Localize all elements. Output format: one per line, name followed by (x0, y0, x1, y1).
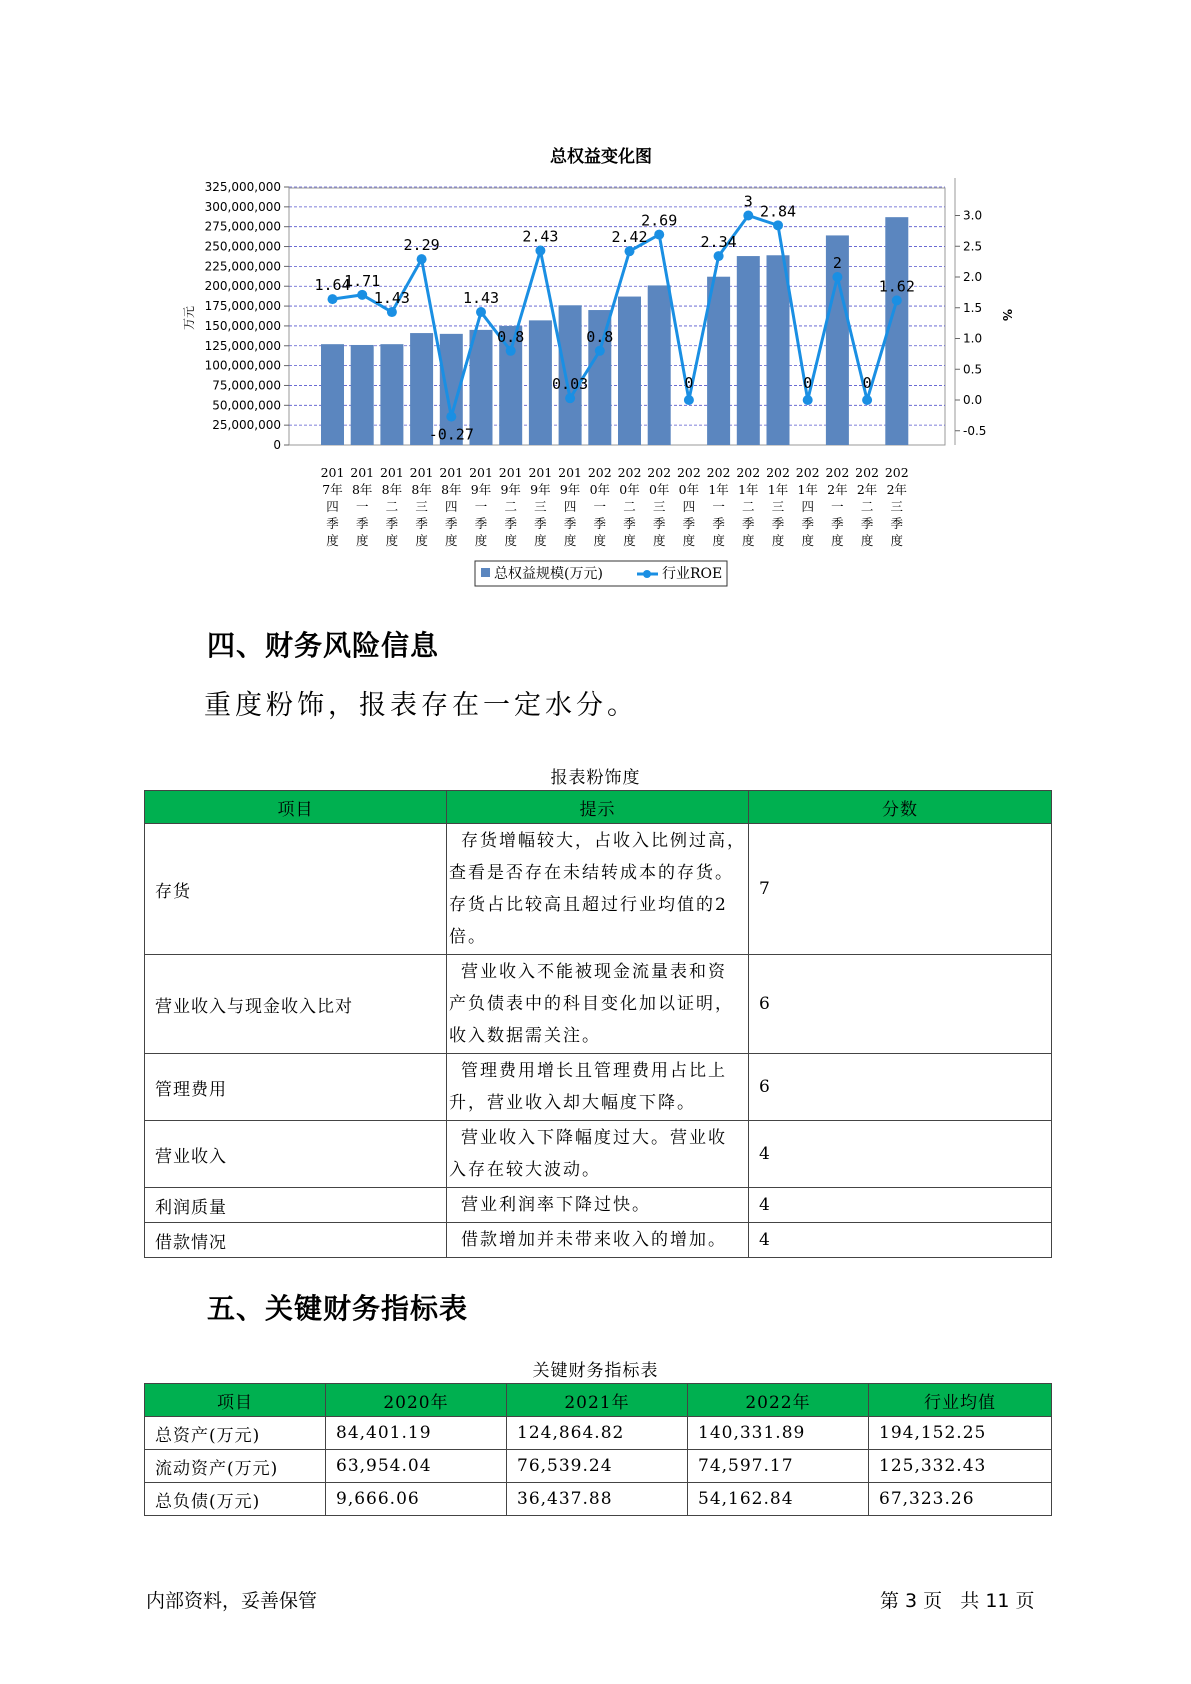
risk-hint-line: 存货增幅较大，占收入比例过高， (461, 831, 746, 851)
bar (351, 345, 374, 445)
x-tick-label: 2年 (856, 482, 878, 497)
x-tick-label: 季 (890, 516, 904, 531)
y2-tick-label: 1.0 (963, 331, 983, 346)
x-tick-label: 季 (652, 516, 666, 531)
x-tick-label: 度 (355, 533, 369, 548)
risk-item-cell: 利润质量 (145, 1188, 447, 1223)
roe-point (714, 251, 724, 261)
x-tick-label: 8年 (411, 482, 432, 497)
x-tick-label: 三 (415, 499, 428, 514)
x-tick-label: 季 (355, 516, 369, 531)
roe-data-label: 2.29 (403, 236, 440, 255)
x-tick-label: 二 (623, 499, 636, 514)
x-tick-label: 四 (801, 499, 814, 514)
y-tick-label: 75,000,000 (212, 378, 281, 393)
indicator-value-cell: 54,162.84 (688, 1483, 869, 1516)
y-tick-label: 125,000,000 (204, 338, 281, 353)
y-tick-label: 225,000,000 (204, 259, 281, 274)
y-tick-label: 175,000,000 (204, 299, 281, 314)
x-tick-label: 季 (563, 516, 577, 531)
indicator-value-cell: 124,864.82 (507, 1417, 688, 1450)
x-tick-label: 季 (326, 516, 339, 531)
x-tick-label: 1年 (797, 482, 818, 497)
roe-point (565, 393, 575, 403)
bar (737, 256, 760, 445)
indicator-value-cell: 76,539.24 (507, 1450, 688, 1483)
roe-data-label: 1.64 (314, 276, 351, 295)
x-tick-label: 9年 (559, 482, 581, 497)
x-tick-label: 三 (890, 499, 904, 514)
x-tick-label: 1年 (708, 482, 729, 497)
risk-table-caption: 报表粉饰度 (550, 768, 641, 788)
header-2020: 2020年 (326, 1384, 507, 1417)
roe-point (832, 272, 842, 282)
indicator-name-cell: 总负债(万元) (145, 1483, 326, 1516)
indicator-value-cell: 125,332.43 (869, 1450, 1052, 1483)
table-row (145, 1054, 1052, 1121)
x-tick-label: 季 (504, 516, 517, 531)
x-tick-label: 202 (884, 465, 909, 480)
x-tick-label: 202 (706, 465, 731, 480)
risk-summary-paragraph: 重度粉饰，报表存在一定水分。 (204, 690, 638, 721)
y-tick-label: 50,000,000 (212, 398, 281, 413)
table-row (145, 824, 1052, 955)
x-tick-label: 201 (498, 465, 523, 480)
x-tick-label: 201 (439, 465, 464, 480)
key-financial-table (144, 1383, 1052, 1516)
roe-data-label: 0 (684, 374, 694, 392)
header-item: 项目 (145, 791, 447, 824)
table-row (145, 1450, 1052, 1483)
x-tick-label: 7年 (322, 482, 343, 497)
x-tick-label: 度 (445, 533, 458, 548)
roe-data-label: 1.62 (878, 277, 915, 296)
header-industry-avg: 行业均值 (869, 1384, 1052, 1417)
bar (618, 297, 641, 445)
risk-item-cell: 营业收入 (145, 1121, 447, 1188)
x-tick-label: 二 (742, 499, 755, 514)
roe-data-label: 2.42 (611, 228, 648, 247)
x-tick-label: 度 (623, 533, 636, 548)
x-tick-label: 201 (558, 465, 583, 480)
x-tick-label: 二 (385, 499, 399, 514)
x-tick-label: 201 (350, 465, 375, 480)
x-tick-label: 201 (528, 465, 553, 480)
risk-hint-line: 营业收入不能被现金流量表和资 (461, 962, 727, 982)
indicator-value-cell: 36,437.88 (507, 1483, 688, 1516)
x-tick-label: 8年 (351, 482, 373, 497)
x-tick-label: 202 (766, 465, 790, 480)
risk-hint-cell (447, 824, 749, 955)
header-score: 分数 (749, 791, 1052, 824)
risk-hint-cell (447, 955, 749, 1054)
header-hint: 提示 (447, 791, 749, 824)
roe-data-label: 2.43 (522, 227, 559, 246)
x-tick-label: 201 (320, 465, 345, 480)
roe-data-label: 0.8 (497, 327, 525, 346)
x-tick-label: 季 (801, 516, 814, 531)
x-tick-label: 季 (771, 516, 785, 531)
y-tick-label: 325,000,000 (204, 180, 281, 194)
x-tick-label: 一 (474, 499, 488, 514)
section-heading-key-indicators: 五、关键财务指标表 (207, 1292, 469, 1325)
x-tick-label: 季 (593, 516, 607, 531)
roe-point (506, 346, 516, 356)
x-tick-label: 季 (385, 516, 399, 531)
y2-tick-label: 2.0 (963, 270, 983, 284)
risk-hint-line: 营业收入下降幅度过大。营业收 (461, 1128, 727, 1148)
x-tick-label: 度 (415, 533, 428, 548)
roe-data-label: 2.69 (641, 211, 678, 230)
x-tick-label: 四 (682, 499, 696, 514)
x-tick-label: 季 (415, 516, 428, 531)
table-row (145, 1417, 1052, 1450)
table-row (145, 1188, 1052, 1223)
report-embellishment-table (144, 790, 1052, 1258)
table-row (145, 1483, 1052, 1516)
chart-title: 总权益变化图 (550, 147, 652, 167)
risk-hint-line: 产负债表中的科目变化加以证明， (449, 994, 734, 1014)
y2-axis-label: % (1000, 308, 1014, 322)
roe-data-label: 0 (862, 374, 872, 392)
x-tick-label: 季 (860, 516, 874, 531)
x-tick-label: 季 (831, 516, 844, 531)
bar (321, 344, 344, 445)
roe-point (743, 211, 753, 221)
x-tick-label: 0年 (589, 482, 611, 497)
risk-score-cell: 6 (749, 1054, 1052, 1121)
table-header-row (145, 1384, 1052, 1417)
roe-point (387, 307, 397, 317)
roe-point (595, 346, 605, 356)
risk-hint-cell (447, 1188, 749, 1223)
roe-data-label: 1.43 (373, 289, 410, 308)
x-tick-label: 季 (712, 516, 725, 531)
x-tick-label: 201 (409, 465, 434, 480)
risk-hint-cell (447, 1054, 749, 1121)
roe-data-label: -0.27 (428, 425, 474, 444)
total-equity-chart (0, 0, 1191, 600)
x-tick-label: 202 (676, 465, 701, 480)
x-tick-label: 1年 (738, 482, 759, 497)
x-tick-label: 202 (736, 465, 761, 480)
bar (767, 255, 790, 445)
x-tick-label: 度 (771, 533, 785, 548)
risk-hint-cell (447, 1223, 749, 1258)
y-tick-label: 275,000,000 (204, 219, 281, 234)
legend-bar-swatch (481, 568, 490, 577)
table-row (145, 955, 1052, 1054)
x-tick-label: 度 (831, 533, 844, 548)
x-tick-label: 度 (801, 533, 814, 548)
y-tick-label: 250,000,000 (204, 239, 281, 254)
x-tick-label: 202 (825, 465, 850, 480)
risk-score-cell: 4 (749, 1223, 1052, 1258)
x-tick-label: 度 (563, 533, 577, 548)
x-tick-label: 四 (445, 499, 458, 514)
x-tick-label: 三 (534, 499, 547, 514)
x-tick-label: 度 (474, 533, 488, 548)
x-tick-label: 0年 (678, 482, 700, 497)
y-tick-label: 25,000,000 (212, 418, 281, 433)
roe-data-label: 2 (832, 254, 842, 272)
y2-tick-label: -0.5 (963, 423, 987, 438)
x-tick-label: 8年 (441, 482, 462, 497)
footer-page-number: 第 3 页 共 11 页 (880, 1590, 1035, 1612)
roe-data-label: 0.8 (586, 327, 614, 346)
x-tick-label: 一 (593, 499, 607, 514)
roe-point (862, 395, 872, 405)
x-tick-label: 度 (385, 533, 399, 548)
x-tick-label: 季 (474, 516, 488, 531)
y-tick-label: 200,000,000 (204, 279, 281, 294)
indicator-name-cell: 流动资产(万元) (145, 1450, 326, 1483)
x-tick-label: 202 (617, 465, 642, 480)
section-heading-financial-risk: 四、财务风险信息 (207, 629, 440, 662)
roe-point (684, 395, 694, 405)
key-table-caption: 关键财务指标表 (532, 1361, 659, 1381)
risk-hint-line: 借款增加并未带来收入的增加。 (461, 1230, 727, 1250)
y-tick-label: 300,000,000 (204, 199, 281, 214)
bar (380, 344, 403, 445)
x-tick-label: 1年 (767, 482, 789, 497)
roe-point (417, 254, 427, 264)
x-tick-label: 9年 (470, 482, 492, 497)
indicator-value-cell: 9,666.06 (326, 1483, 507, 1516)
y2-tick-label: 3.0 (963, 208, 983, 223)
x-tick-label: 201 (379, 465, 404, 480)
risk-hint-line: 营业利润率下降过快。 (461, 1195, 651, 1215)
y-tick-label: 150,000,000 (204, 318, 281, 333)
x-tick-label: 202 (587, 465, 612, 480)
table-header-row (145, 791, 1052, 824)
x-tick-label: 度 (652, 533, 666, 548)
x-tick-label: 0年 (619, 482, 640, 497)
risk-score-cell: 4 (749, 1121, 1052, 1188)
x-tick-label: 度 (326, 533, 339, 548)
roe-point (328, 294, 338, 304)
roe-data-label: 2.84 (759, 202, 797, 221)
table-row (145, 1223, 1052, 1258)
x-tick-label: 度 (593, 533, 607, 548)
risk-hint-line: 入存在较大波动。 (449, 1160, 601, 1180)
indicator-value-cell: 194,152.25 (869, 1417, 1052, 1450)
risk-item-cell: 存货 (145, 824, 447, 955)
x-tick-label: 0年 (648, 482, 670, 497)
bar (648, 285, 671, 445)
risk-hint-line: 查看是否存在未结转成本的存货。 (449, 863, 734, 883)
x-tick-label: 度 (534, 533, 547, 548)
y2-tick-label: 1.5 (963, 300, 983, 315)
x-tick-label: 8年 (381, 482, 403, 497)
risk-hint-line: 倍。 (449, 927, 487, 947)
roe-point (535, 246, 545, 256)
x-tick-label: 2年 (827, 482, 848, 497)
x-tick-label: 三 (652, 499, 666, 514)
x-tick-label: 202 (855, 465, 880, 480)
legend-line-marker (643, 570, 651, 578)
x-tick-label: 202 (647, 465, 672, 480)
indicator-value-cell: 63,954.04 (326, 1450, 507, 1483)
y-tick-label: 100,000,000 (204, 358, 281, 373)
roe-point (892, 295, 902, 305)
x-tick-label: 2年 (886, 482, 908, 497)
x-tick-label: 四 (326, 499, 339, 514)
legend-line-label: 行业ROE (662, 566, 723, 582)
roe-point (773, 220, 783, 230)
indicator-value-cell: 140,331.89 (688, 1417, 869, 1450)
risk-item-cell: 管理费用 (145, 1054, 447, 1121)
header-2021: 2021年 (507, 1384, 688, 1417)
header-item: 项目 (145, 1384, 326, 1417)
x-tick-label: 一 (831, 499, 844, 514)
x-tick-label: 度 (712, 533, 725, 548)
roe-data-label: 2.34 (700, 233, 737, 252)
x-tick-label: 度 (504, 533, 517, 548)
roe-data-label: 0.03 (552, 375, 589, 394)
x-tick-label: 度 (860, 533, 874, 548)
risk-hint-line: 管理费用增长且管理费用占比上 (461, 1061, 727, 1081)
x-tick-label: 度 (682, 533, 696, 548)
x-tick-label: 度 (742, 533, 755, 548)
roe-data-label: 1.43 (462, 289, 500, 308)
risk-score-cell: 4 (749, 1188, 1052, 1223)
roe-point (357, 290, 367, 300)
risk-hint-line: 升，营业收入却大幅度下降。 (449, 1093, 696, 1113)
y2-tick-label: 0.5 (963, 362, 983, 377)
x-tick-label: 9年 (530, 482, 551, 497)
x-tick-label: 一 (355, 499, 369, 514)
legend-bar-label: 总权益规模(万元) (494, 566, 603, 582)
risk-item-cell: 营业收入与现金收入比对 (145, 955, 447, 1054)
indicator-value-cell: 67,323.26 (869, 1483, 1052, 1516)
x-tick-label: 季 (623, 516, 636, 531)
roe-data-label: 0 (803, 374, 813, 392)
x-tick-label: 度 (890, 533, 904, 548)
risk-hint-line: 收入数据需关注。 (449, 1026, 601, 1046)
x-tick-label: 季 (682, 516, 696, 531)
indicator-value-cell: 74,597.17 (688, 1450, 869, 1483)
roe-point (446, 412, 456, 422)
indicator-name-cell: 总资产(万元) (145, 1417, 326, 1450)
x-tick-label: 9年 (500, 482, 521, 497)
x-tick-label: 二 (860, 499, 874, 514)
y-axis-label: 万元 (182, 305, 196, 331)
x-tick-label: 四 (563, 499, 577, 514)
x-tick-label: 二 (504, 499, 517, 514)
roe-point (654, 230, 664, 240)
risk-hint-cell (447, 1121, 749, 1188)
risk-score-cell: 6 (749, 955, 1052, 1054)
x-tick-label: 一 (712, 499, 725, 514)
y2-tick-label: 0.0 (963, 393, 983, 407)
risk-item-cell: 借款情况 (145, 1223, 447, 1258)
roe-point (803, 395, 813, 405)
y-tick-label: 0 (273, 438, 281, 452)
x-tick-label: 季 (742, 516, 755, 531)
x-tick-label: 季 (534, 516, 547, 531)
roe-point (476, 307, 486, 317)
table-row (145, 1121, 1052, 1188)
y2-tick-label: 2.5 (963, 239, 983, 254)
risk-score-cell: 7 (749, 824, 1052, 955)
footer-confidential-note: 内部资料，妥善保管 (146, 1590, 318, 1612)
x-tick-label: 三 (771, 499, 785, 514)
roe-data-label: 1.71 (344, 271, 381, 290)
x-tick-label: 201 (469, 465, 493, 480)
x-tick-label: 202 (795, 465, 820, 480)
header-2022: 2022年 (688, 1384, 869, 1417)
roe-data-label: 3 (743, 192, 753, 211)
bar (529, 320, 552, 445)
indicator-value-cell: 84,401.19 (326, 1417, 507, 1450)
risk-hint-line: 存货占比较高且超过行业均值的2 (449, 895, 728, 915)
x-tick-label: 季 (445, 516, 458, 531)
roe-point (625, 246, 635, 256)
